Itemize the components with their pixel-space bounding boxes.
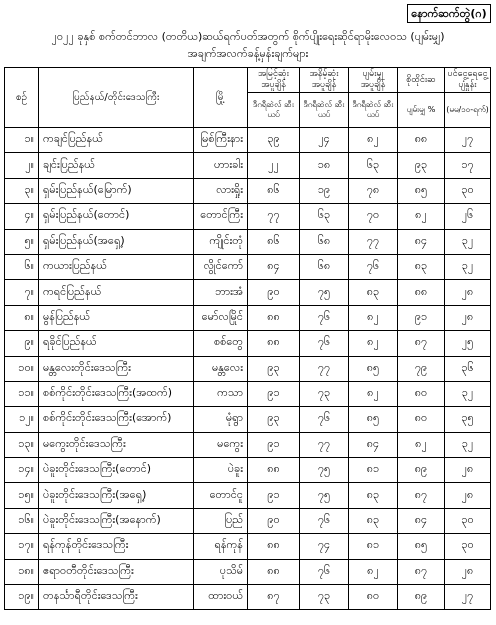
city-name: ပြည် (194, 508, 248, 533)
rain-value: ၂၇ (445, 128, 491, 153)
row-number: ၁၃။ (5, 432, 39, 457)
max-temp-value: ၈၆ (248, 229, 300, 254)
region-name: ရခိုင်ပြည်နယ် (39, 331, 194, 356)
max-temp-value: ၃၉ (248, 128, 300, 153)
humidity-value: ၈၀ (398, 381, 445, 406)
rain-value: ၃၂ (445, 229, 491, 254)
city-name: လားရှိုး (194, 178, 248, 203)
min-temp-value: ၁၈ (300, 153, 349, 178)
region-name: ကချင်ပြည်နယ် (39, 128, 194, 153)
row-number: ၁၄။ (5, 458, 39, 483)
max-temp-value: ၉၀ (248, 280, 300, 305)
min-temp-value: ၂၄ (300, 128, 349, 153)
region-name: ကယားပြည်နယ် (39, 254, 194, 279)
city-name: မကွေး (194, 432, 248, 457)
city-name: မြစ်ကြီးနား (194, 128, 248, 153)
humidity-value: ၈၄ (398, 229, 445, 254)
weather-table (4, 67, 491, 610)
rain-value: ၂၈ (445, 483, 491, 508)
rain-value: ၃၀ (445, 178, 491, 203)
humidity-value: ၉၃ (398, 153, 445, 178)
region-name: မွန်ပြည်နယ် (39, 305, 194, 330)
region-name: စစ်ကိုင်းတိုင်းဒေသကြီး(အောက်) (39, 407, 194, 432)
header-min-temp: အနိမ့်ဆုံး အပူချိန် (300, 68, 349, 93)
rain-value: ၃၂ (445, 432, 491, 457)
avg-temp-value: ၈၂ (349, 559, 398, 584)
city-name: ဟားခါး (194, 153, 248, 178)
max-temp-value: ၈၈ (248, 331, 300, 356)
humidity-value: ၈၅ (398, 534, 445, 559)
document-subtitle: အချက်အလက်ခန့်မှန်းချက်များ (187, 47, 309, 60)
humidity-value: ၈၂ (398, 204, 445, 229)
max-temp-value: ၈၄ (248, 254, 300, 279)
header-humidity: စိုထိုင်းဆ (398, 68, 445, 93)
min-temp-value: ၇၄ (300, 534, 349, 559)
rain-value: ၂၈ (445, 559, 491, 584)
row-number: ၁၉။ (5, 585, 39, 610)
row-number: ၉။ (5, 331, 39, 356)
unit-humidity: ပျမ်းမျှ % (398, 93, 445, 128)
row-number: ၆။ (5, 254, 39, 279)
unit-avg-temp: ဒီဂရီဆဲလ် ဆီးယပ် (349, 93, 398, 128)
row-number: ၈။ (5, 305, 39, 330)
min-temp-value: ၇၆ (300, 407, 349, 432)
region-name: ရှမ်းပြည်နယ်(မြောက်) (39, 178, 194, 203)
avg-temp-value: ၈၁ (349, 534, 398, 559)
row-number: ၁၁။ (5, 381, 39, 406)
max-temp-value: ၇၇ (248, 204, 300, 229)
max-temp-value: ၈၈ (248, 305, 300, 330)
city-name: တောင်ကြီး (194, 204, 248, 229)
avg-temp-value: ၈၃ (349, 483, 398, 508)
max-temp-value: ၉၁ (248, 432, 300, 457)
city-name: ပုသိမ် (194, 559, 248, 584)
rain-value: ၃၀ (445, 534, 491, 559)
rain-value: ၃၂ (445, 381, 491, 406)
humidity-value: ၇၉ (398, 356, 445, 381)
max-temp-value: ၂၂ (248, 153, 300, 178)
humidity-value: ၈၃ (398, 254, 445, 279)
min-temp-value: ၇၇ (300, 432, 349, 457)
max-temp-value: ၉၁ (248, 483, 300, 508)
avg-temp-value: ၇၇ (349, 229, 398, 254)
row-number: ၁။ (5, 128, 39, 153)
table-row (5, 178, 491, 203)
rain-value: ၂၇ (445, 585, 491, 610)
min-temp-value: ၇၇ (300, 356, 349, 381)
city-name: မန္တလေး (194, 356, 248, 381)
rain-value: ၃၀ (445, 508, 491, 533)
city-name: ထားဝယ် (194, 585, 248, 610)
region-name: ပဲခူးတိုင်းဒေသကြီး(အရှေ့) (39, 483, 194, 508)
row-number: ၁၂။ (5, 407, 39, 432)
rain-value: ၂၅ (445, 331, 491, 356)
table-row (5, 280, 491, 305)
avg-temp-value: ၇၆ (349, 254, 398, 279)
avg-temp-value: ၈၂ (349, 381, 398, 406)
table-row (5, 229, 491, 254)
min-temp-value: ၇၆ (300, 508, 349, 533)
humidity-value: ၈၇ (398, 331, 445, 356)
min-temp-value: ၆၃ (300, 204, 349, 229)
humidity-value: ၈၂ (398, 432, 445, 457)
table-row (5, 305, 491, 330)
rain-value: ၂၈ (445, 305, 491, 330)
row-number: ၁၈။ (5, 559, 39, 584)
row-number: ၁၅။ (5, 483, 39, 508)
max-temp-value: ၉၁ (248, 381, 300, 406)
rain-value: ၃၂ (445, 254, 491, 279)
rain-value: ၃၆ (445, 356, 491, 381)
row-number: ၂။ (5, 153, 39, 178)
header-avg-temp: ပျမ်းမျှ အပူချိန် (349, 68, 398, 93)
max-temp-value: ၉၃ (248, 356, 300, 381)
rain-value: ၂၈ (445, 280, 491, 305)
avg-temp-value: ၈၁ (349, 458, 398, 483)
humidity-value: ၈၅ (398, 178, 445, 203)
max-temp-value: ၉၃ (248, 407, 300, 432)
avg-temp-value: ၇၀ (349, 204, 398, 229)
table-row (5, 432, 491, 457)
table-row (5, 153, 491, 178)
rain-value: ၁၇ (445, 153, 491, 178)
table-row (5, 254, 491, 279)
row-number: ၄။ (5, 204, 39, 229)
header-rain: ပင်ငွေ့ရေငွေ့ ပျံနှုန်း (445, 68, 491, 93)
humidity-value: ၈၉ (398, 585, 445, 610)
unit-max-temp: ဒီဂရီဆဲလ် ဆီးယပ် (248, 93, 300, 128)
header-city: မြို့ (194, 68, 248, 128)
region-name: ပဲခူးတိုင်းဒေသကြီး(အနောက်) (39, 508, 194, 533)
min-temp-value: ၇၃ (300, 381, 349, 406)
rain-value: ၃၅ (445, 407, 491, 432)
table-row (5, 458, 491, 483)
table-row (5, 559, 491, 584)
city-name: ကသာ (194, 381, 248, 406)
min-temp-value: ၆၈ (300, 229, 349, 254)
region-name: စစ်ကိုင်းတိုင်းဒေသကြီး(အထက်) (39, 381, 194, 406)
header-region: ပြည်နယ်/တိုင်းဒေသကြီး (39, 68, 194, 128)
humidity-value: ၈၀ (398, 407, 445, 432)
humidity-value: ၈၉ (398, 458, 445, 483)
humidity-value: ၈၈ (398, 128, 445, 153)
table-row (5, 585, 491, 610)
region-name: ရှမ်းပြည်နယ်(တောင်) (39, 204, 194, 229)
header-max-temp: အမြင့်ဆုံး အပူချိန် (248, 68, 300, 93)
min-temp-value: ၇၆ (300, 305, 349, 330)
region-name: ပဲခူးတိုင်းဒေသကြီး(တောင်) (39, 458, 194, 483)
row-number: ၁၀။ (5, 356, 39, 381)
unit-min-temp: ဒီဂရီဆဲလ် ဆီးယပ် (300, 93, 349, 128)
humidity-value: ၈၇ (398, 483, 445, 508)
table-row (5, 356, 491, 381)
max-temp-value: ၈၈ (248, 534, 300, 559)
row-number: ၇။ (5, 280, 39, 305)
humidity-value: ၈၄ (398, 508, 445, 533)
min-temp-value: ၇၅ (300, 458, 349, 483)
city-name: ရန်ကုန် (194, 534, 248, 559)
max-temp-value: ၈၈ (248, 559, 300, 584)
avg-temp-value: ၈၂ (349, 128, 398, 153)
min-temp-value: ၇၃ (300, 585, 349, 610)
row-number: ၅။ (5, 229, 39, 254)
unit-rain: (မမ/၁၀-ရက်) (445, 93, 491, 128)
min-temp-value: ၇၆ (300, 331, 349, 356)
table-row (5, 204, 491, 229)
table-row (5, 534, 491, 559)
row-number: ၁၆။ (5, 508, 39, 533)
min-temp-value: ၇၅ (300, 483, 349, 508)
annex-label: နောက်ဆက်တွဲ(ဂ) (407, 4, 491, 23)
region-name: ရှမ်းပြည်နယ်(အရှေ့) (39, 229, 194, 254)
max-temp-value: ၉၀ (248, 508, 300, 533)
region-name: ကရင်ပြည်နယ် (39, 280, 194, 305)
min-temp-value: ၇၅ (300, 280, 349, 305)
city-name: ပဲခူး (194, 458, 248, 483)
table-row (5, 331, 491, 356)
row-number: ၁၇။ (5, 534, 39, 559)
avg-temp-value: ၈၂ (349, 331, 398, 356)
table-row (5, 381, 491, 406)
rain-value: ၂၈ (445, 458, 491, 483)
city-name: တောင်ငူ (194, 483, 248, 508)
region-name: ဧရာဝတီတိုင်းဒေသကြီး (39, 559, 194, 584)
table-row (5, 483, 491, 508)
region-name: မကွေးတိုင်းဒေသကြီး (39, 432, 194, 457)
max-temp-value: ၈၆ (248, 178, 300, 203)
min-temp-value: ၆၈ (300, 254, 349, 279)
min-temp-value: ၇၆ (300, 559, 349, 584)
avg-temp-value: ၈၅ (349, 356, 398, 381)
avg-temp-value: ၈၃ (349, 280, 398, 305)
city-name: မော်လမြိုင် (194, 305, 248, 330)
avg-temp-value: ၈၅ (349, 407, 398, 432)
region-name: တနင်္သာရီတိုင်းဒေသကြီး (39, 585, 194, 610)
document-title: ၂၀၂၂ ခုနှစ် စက်တင်ဘာလ (တတိယ)ဆယ်ရက်ပတ်အတွက် စိုက်ပျိုးရေးဆိုင်ရာမိုးလေဝသ (ပျမ်းမျှ) (51, 30, 445, 43)
table-row (5, 407, 491, 432)
table-body (5, 128, 491, 610)
avg-temp-value: ၇၈ (349, 178, 398, 203)
region-name: ချင်းပြည်နယ် (39, 153, 194, 178)
row-number: ၃။ (5, 178, 39, 203)
header-row-main (5, 68, 491, 93)
city-name: ကျိုင်းတုံ (194, 229, 248, 254)
rain-value: ၂၆ (445, 204, 491, 229)
max-temp-value: ၈၇ (248, 585, 300, 610)
region-name: မန္တလေးတိုင်းဒေသကြီး (39, 356, 194, 381)
humidity-value: ၈၇ (398, 559, 445, 584)
avg-temp-value: ၆၃ (349, 153, 398, 178)
humidity-value: ၈၈ (398, 280, 445, 305)
city-name: မုံရွာ (194, 407, 248, 432)
avg-temp-value: ၈၀ (349, 585, 398, 610)
max-temp-value: ၈၈ (248, 458, 300, 483)
humidity-value: ၉၁ (398, 305, 445, 330)
table-row (5, 128, 491, 153)
avg-temp-value: ၈၄ (349, 432, 398, 457)
avg-temp-value: ၈၂ (349, 305, 398, 330)
table-row (5, 508, 491, 533)
city-name: လွိုင်ကော် (194, 254, 248, 279)
city-name: စစ်တွေ (194, 331, 248, 356)
region-name: ရန်ကုန်တိုင်းဒေသကြီး (39, 534, 194, 559)
header-no: စဉ် (5, 68, 39, 128)
city-name: ဘားအံ (194, 280, 248, 305)
avg-temp-value: ၈၃ (349, 508, 398, 533)
min-temp-value: ၁၉ (300, 178, 349, 203)
